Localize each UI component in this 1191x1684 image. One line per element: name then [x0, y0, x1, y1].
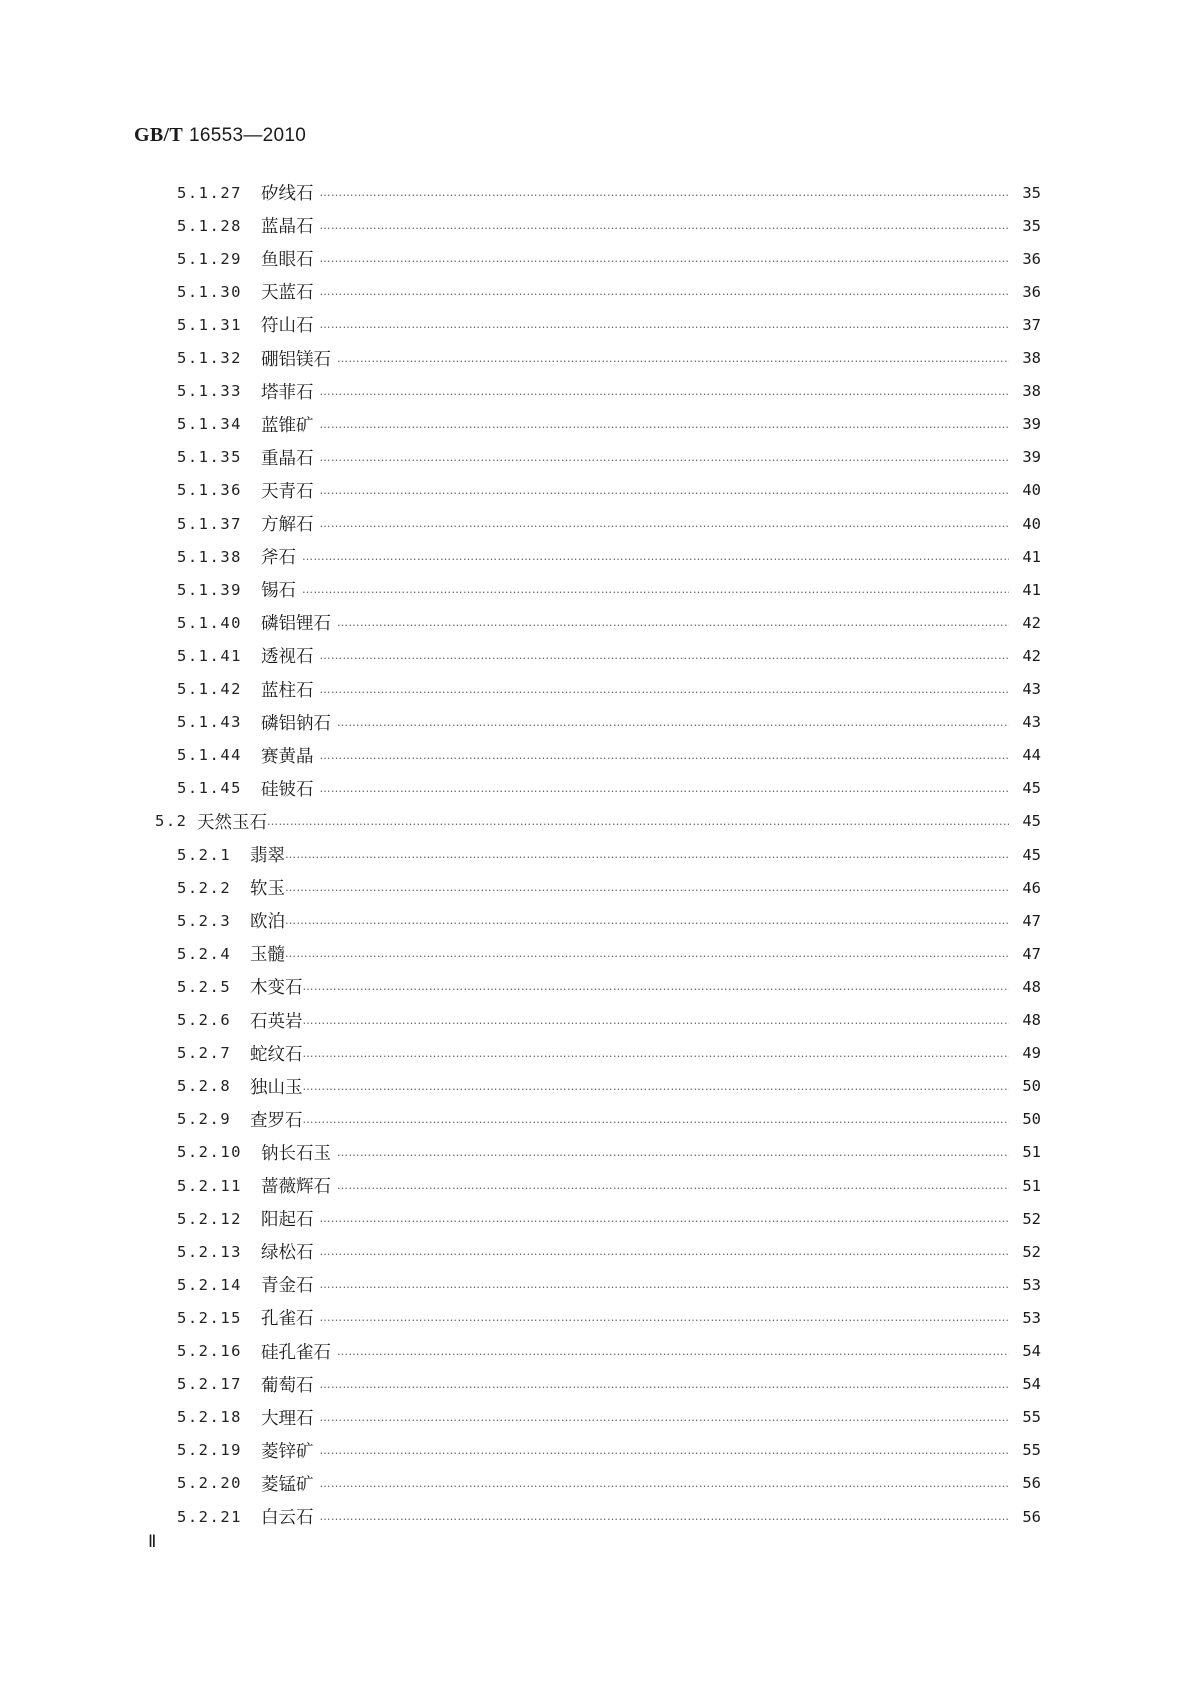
toc-entry-page: 55: [1022, 1441, 1041, 1460]
toc-entry-page: 47: [1022, 944, 1041, 963]
toc-entry[interactable]: [177, 375, 1041, 408]
dot-leader: [320, 474, 1010, 507]
toc-entry-number: 5.2.3: [177, 911, 232, 930]
toc-entry[interactable]: [177, 540, 1041, 573]
toc-entry-page: 46: [1022, 878, 1041, 897]
dot-leader: [320, 1368, 1010, 1401]
toc-entry-page: 53: [1022, 1308, 1041, 1327]
dot-leader: [303, 1070, 1010, 1103]
dot-leader: [285, 838, 1009, 871]
toc-entry-number: 5.2.4: [177, 944, 232, 963]
toc-entry-number: 5.1.34: [177, 415, 242, 434]
toc-entry-number: 5.1.41: [177, 646, 242, 665]
toc-entry-number: 5.2.10: [177, 1143, 242, 1162]
toc-entry-title: 青金石: [261, 1276, 314, 1297]
dot-leader: [337, 1335, 1009, 1368]
dot-leader: [337, 706, 1009, 739]
toc-entry-number: 5.2.21: [177, 1507, 242, 1526]
toc-entry-page: 45: [1022, 845, 1041, 864]
toc-entry[interactable]: [177, 1368, 1041, 1401]
toc-entry-number: 5.1.35: [177, 448, 242, 467]
toc-entry-page: 50: [1022, 1077, 1041, 1096]
toc-entry-title: 磷铝锂石: [261, 614, 331, 635]
dot-leader: [320, 441, 1010, 474]
toc-entry-page: 52: [1022, 1242, 1041, 1261]
toc-entry-page: 50: [1022, 1110, 1041, 1129]
toc-entry-title: 矽线石: [261, 184, 314, 204]
toc-entry[interactable]: [177, 739, 1041, 772]
toc-entry-number: 5.2.20: [177, 1474, 242, 1493]
toc-entry-title: 塔菲石: [261, 382, 314, 403]
toc-entry-title: 白云石: [261, 1508, 314, 1528]
page-number: Ⅱ: [148, 1532, 157, 1551]
dot-leader: [320, 209, 1010, 242]
toc-entry-page: 43: [1022, 680, 1041, 698]
toc-entry[interactable]: [177, 441, 1041, 474]
toc-entry-title: 透视石: [261, 647, 314, 668]
toc-entry-page: 35: [1022, 183, 1041, 202]
toc-entry-page: 47: [1022, 911, 1041, 930]
toc-entry[interactable]: [177, 1434, 1041, 1467]
dot-leader: [320, 275, 1010, 308]
toc-entry-title: 绿松石: [261, 1243, 314, 1264]
toc-entry[interactable]: [177, 1037, 1041, 1070]
toc-entry-page: 36: [1022, 249, 1041, 268]
toc-entry[interactable]: [177, 673, 1041, 706]
toc-entry-number: 5.2.6: [177, 1011, 232, 1029]
toc-entry-page: 38: [1022, 349, 1041, 367]
toc-entry-number: 5.2.2: [177, 878, 232, 897]
toc-entry[interactable]: [177, 838, 1041, 871]
dot-leader: [267, 805, 1009, 838]
toc-entry-number: 5.2.14: [177, 1275, 242, 1294]
toc-entry-page: 48: [1022, 977, 1041, 996]
dot-leader: [320, 242, 1010, 275]
toc-entry-page: 54: [1022, 1342, 1041, 1360]
dot-leader: [302, 573, 1009, 606]
toc-entry-number: 5.1.31: [177, 315, 242, 334]
toc-entry[interactable]: [177, 1202, 1041, 1235]
toc-entry-page: 53: [1022, 1275, 1041, 1294]
toc-entry[interactable]: [177, 308, 1041, 341]
toc-entry-page: 42: [1022, 646, 1041, 665]
toc-entry-number: 5.1.29: [177, 249, 242, 268]
toc-entry[interactable]: [177, 342, 1041, 375]
toc-entry-title: 独山玉: [250, 1077, 303, 1098]
toc-entry-title: 方解石: [261, 515, 314, 535]
toc-entry[interactable]: [177, 275, 1041, 308]
dot-leader: [320, 1202, 1010, 1235]
toc-entry-title: 蓝柱石: [261, 680, 314, 701]
toc-entry-title: 硼铝镁石: [261, 349, 331, 370]
dot-leader: [320, 507, 1010, 540]
toc-entry-number: 5.2: [155, 812, 188, 831]
toc-entry-title: 天青石: [261, 481, 314, 502]
toc-entry-number: 5.1.40: [177, 613, 242, 632]
toc-entry-number: 5.2.17: [177, 1375, 242, 1394]
toc-entry-page: 36: [1022, 282, 1041, 301]
toc-entry-page: 56: [1022, 1507, 1041, 1526]
dot-leader: [337, 1136, 1009, 1169]
toc-entry-number: 5.1.36: [177, 481, 242, 500]
toc-entry[interactable]: [177, 937, 1041, 970]
toc-entry[interactable]: [177, 242, 1041, 275]
toc-entry-page: 39: [1022, 448, 1041, 467]
toc-entry-title: 硅铍石: [261, 779, 314, 800]
toc-entry-page: 42: [1022, 613, 1041, 632]
standard-code: GB/T: [134, 124, 183, 146]
dot-leader: [320, 1467, 1010, 1500]
toc-entry[interactable]: [177, 507, 1041, 540]
toc-entry[interactable]: [155, 805, 1041, 838]
toc-entry[interactable]: [177, 1401, 1041, 1434]
dot-leader: [303, 1103, 1010, 1136]
document-header: [134, 124, 306, 147]
toc-entry-title: 阳起石: [261, 1210, 314, 1231]
toc-entry-number: 5.2.12: [177, 1209, 242, 1228]
dot-leader: [320, 1434, 1010, 1467]
toc-entry-page: 56: [1022, 1474, 1041, 1493]
toc-entry-page: 40: [1022, 481, 1041, 500]
toc-entry-page: 39: [1022, 415, 1041, 434]
toc-entry-number: 5.2.11: [177, 1176, 242, 1195]
toc-entry-number: 5.1.30: [177, 282, 242, 301]
toc-entry-page: 43: [1022, 713, 1041, 732]
toc-entry-title: 蓝锥矿: [261, 415, 314, 436]
toc-entry[interactable]: [177, 871, 1041, 904]
dot-leader: [303, 1004, 1010, 1037]
toc-entry[interactable]: [177, 1004, 1041, 1037]
toc-entry[interactable]: [177, 176, 1041, 209]
standard-number: 16553—2010: [189, 125, 307, 146]
toc-entry-number: 5.1.28: [177, 216, 242, 235]
toc-entry[interactable]: [177, 1268, 1041, 1301]
toc-entry-title: 孔雀石: [261, 1309, 314, 1330]
toc-entry-title: 大理石: [261, 1408, 314, 1429]
toc-entry-title: 鱼眼石: [261, 250, 314, 271]
dot-leader: [302, 540, 1009, 573]
toc-entry-page: 38: [1022, 382, 1041, 401]
toc-entry-title: 玉髓: [250, 945, 285, 966]
toc-entry-title: 软玉: [250, 879, 285, 900]
toc-entry[interactable]: [177, 639, 1041, 672]
dot-leader: [285, 904, 1009, 937]
toc-entry-number: 5.1.33: [177, 382, 242, 401]
toc-entry-page: 55: [1022, 1408, 1041, 1427]
toc-entry-title: 查罗石: [250, 1110, 303, 1131]
dot-leader: [337, 1169, 1009, 1202]
toc-entry-title: 蓝晶石: [261, 217, 314, 238]
toc-entry[interactable]: [177, 1467, 1041, 1500]
toc-entry-number: 5.2.16: [177, 1342, 242, 1360]
toc-entry-page: 49: [1022, 1044, 1041, 1063]
toc-entry-page: 37: [1022, 315, 1041, 334]
toc-entry-title: 天然玉石: [197, 812, 267, 833]
toc-entry-title: 重晶石: [261, 448, 314, 469]
toc-entry-title: 菱锌矿: [261, 1441, 314, 1462]
toc-entry[interactable]: [177, 606, 1041, 639]
toc-entry-number: 5.2.8: [177, 1077, 232, 1096]
toc-entry[interactable]: [177, 970, 1041, 1003]
toc-entry-page: 52: [1022, 1209, 1041, 1228]
dot-leader: [320, 308, 1010, 341]
toc-entry[interactable]: [177, 1169, 1041, 1202]
toc-entry-page: 51: [1022, 1176, 1041, 1195]
toc-entry-title: 木变石: [250, 978, 303, 999]
toc-entry-number: 5.1.42: [177, 680, 242, 698]
toc-entry-title: 翡翠: [250, 846, 285, 866]
dot-leader: [320, 639, 1010, 672]
dot-leader: [285, 937, 1009, 970]
toc-entry-number: 5.1.32: [177, 349, 242, 367]
toc-entry[interactable]: [177, 408, 1041, 441]
toc-entry-title: 天蓝石: [261, 283, 314, 304]
toc-entry[interactable]: [177, 904, 1041, 937]
toc-entry-number: 5.2.1: [177, 845, 232, 864]
toc-entry-number: 5.1.37: [177, 514, 242, 533]
toc-entry-page: 35: [1022, 216, 1041, 235]
toc-entry[interactable]: [177, 1136, 1041, 1169]
dot-leader: [320, 176, 1010, 209]
toc-entry-number: 5.2.19: [177, 1441, 242, 1460]
toc-entry-title: 蛇纹石: [250, 1044, 303, 1065]
toc-entry-number: 5.1.44: [177, 746, 242, 765]
toc-entry[interactable]: [177, 1335, 1041, 1368]
toc-entry[interactable]: [177, 706, 1041, 739]
dot-leader: [320, 673, 1010, 706]
dot-leader: [303, 970, 1010, 1003]
toc-entry-title: 赛黄晶: [261, 746, 314, 767]
toc-entry-title: 葡萄石: [261, 1375, 314, 1396]
toc-entry-page: 40: [1022, 514, 1041, 533]
dot-leader: [320, 1301, 1010, 1334]
toc-entry-page: 44: [1022, 746, 1041, 765]
dot-leader: [320, 1235, 1010, 1268]
toc-entry-title: 符山石: [261, 316, 314, 337]
dot-leader: [320, 1268, 1010, 1301]
toc-entry-title: 锡石: [261, 581, 296, 602]
toc-entry-number: 5.2.5: [177, 977, 232, 996]
toc-entry-number: 5.2.7: [177, 1044, 232, 1063]
dot-leader: [320, 772, 1010, 805]
toc-entry-page: 45: [1022, 779, 1041, 798]
dot-leader: [320, 1401, 1010, 1434]
toc-entry[interactable]: [177, 1500, 1041, 1533]
toc-entry-title: 蔷薇辉石: [261, 1177, 331, 1197]
toc-entry[interactable]: [177, 474, 1041, 507]
toc-entry-title: 钠长石玉: [261, 1143, 331, 1164]
toc-entry-number: 5.2.18: [177, 1408, 242, 1427]
toc-entry-number: 5.2.15: [177, 1308, 242, 1327]
toc-entry[interactable]: [177, 1235, 1041, 1268]
toc-entry-title: 斧石: [261, 548, 296, 569]
toc-entry[interactable]: [177, 573, 1041, 606]
toc-entry-number: 5.1.38: [177, 547, 242, 566]
toc-entry-number: 5.1.39: [177, 580, 242, 599]
toc-entry-page: 41: [1022, 580, 1041, 599]
toc-entry[interactable]: [177, 1103, 1041, 1136]
toc-entry-title: 磷铝钠石: [261, 713, 331, 734]
dot-leader: [320, 1500, 1010, 1533]
toc-entry-title: 菱锰矿: [261, 1474, 314, 1495]
toc-entry-page: 45: [1022, 812, 1041, 831]
toc-entry-number: 5.1.45: [177, 779, 242, 798]
toc-entry-page: 54: [1022, 1375, 1041, 1394]
toc-entry[interactable]: [177, 1301, 1041, 1334]
dot-leader: [337, 342, 1009, 375]
toc-entry-title: 石英岩: [250, 1011, 303, 1032]
toc-entry-number: 5.1.27: [177, 183, 242, 202]
dot-leader: [320, 408, 1010, 441]
toc-entry-page: 41: [1022, 547, 1041, 566]
toc-entry-number: 5.1.43: [177, 713, 242, 732]
toc-entry[interactable]: [177, 1070, 1041, 1103]
toc-entry[interactable]: [177, 209, 1041, 242]
toc-entry-page: 48: [1022, 1011, 1041, 1029]
dot-leader: [320, 375, 1010, 408]
toc-entry-title: 硅孔雀石: [261, 1342, 331, 1363]
dot-leader: [303, 1037, 1010, 1070]
dot-leader: [320, 739, 1010, 772]
toc-entry-number: 5.2.13: [177, 1242, 242, 1261]
dot-leader: [285, 871, 1009, 904]
toc-entry-page: 51: [1022, 1143, 1041, 1162]
toc-entry-number: 5.2.9: [177, 1110, 232, 1129]
toc-entry-title: 欧泊: [250, 912, 285, 933]
dot-leader: [337, 606, 1009, 639]
toc-entry[interactable]: [177, 772, 1041, 805]
